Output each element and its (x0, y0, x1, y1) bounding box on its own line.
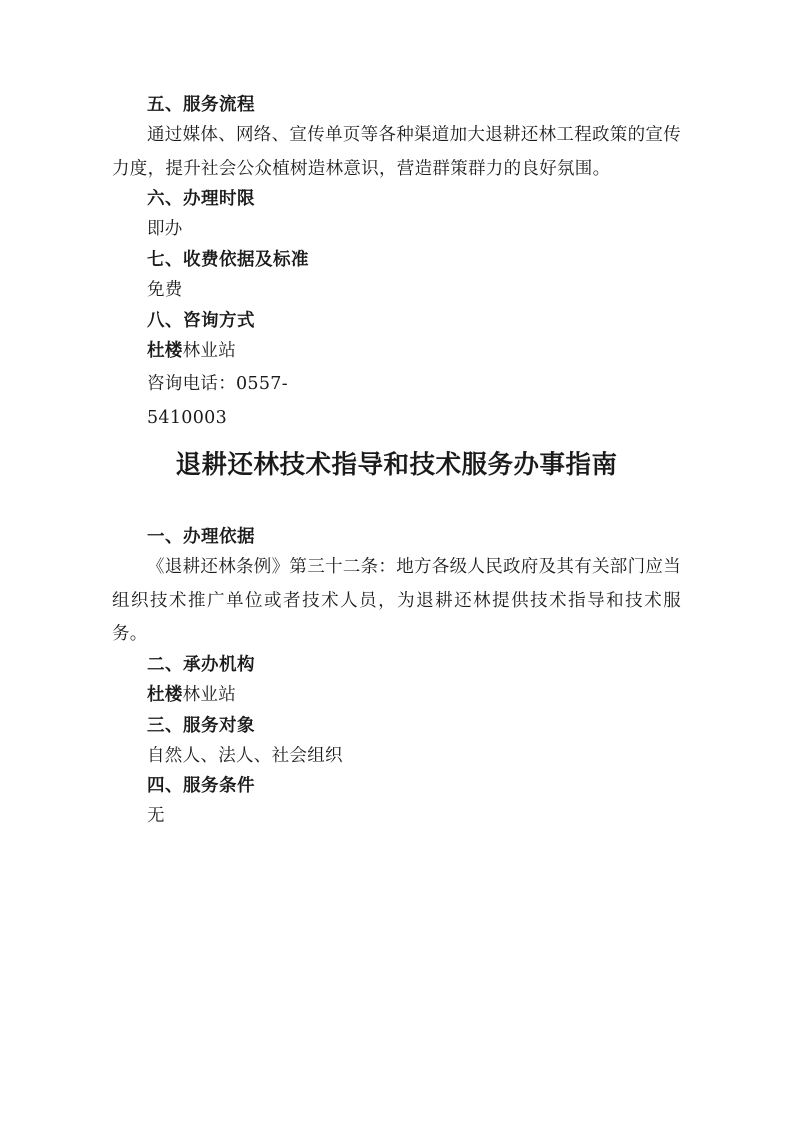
document-title: 退耕还林技术指导和技术服务办事指南 (175, 449, 618, 480)
document-body (112, 92, 681, 834)
guide-paragraph-one: 《退耕还林条例》第三十二条：地方各级人民政府及其有关部门应当组织技术推广单位或者技术人员，为退耕还林提供技术指导和技术服务。 (112, 557, 681, 645)
contact-station-line (112, 335, 681, 369)
guide-heading-one: 一、办理依据 (147, 526, 255, 547)
section-heading-eight: 八、咨询方式 (147, 310, 255, 331)
guide-heading-three: 三、服务对象 (147, 715, 255, 736)
contact-phone-line: 咨询电话：0557- (147, 374, 288, 395)
guide-heading-four: 四、服务条件 (147, 776, 255, 797)
contact-station-name: 杜楼 (147, 340, 183, 361)
section-paragraph-six: 即办 (147, 219, 183, 240)
guide-paragraph-three: 自然人、法人、社会组织 (147, 745, 343, 766)
contact-phone-continued: 5410003 (147, 408, 228, 429)
guide-paragraph-four: 无 (147, 806, 165, 827)
guide-station-line (112, 679, 681, 713)
guide-heading-two: 二、承办机构 (147, 654, 255, 675)
section-paragraph-five: 通过媒体、网络、宣传单页等各种渠道加大退耕还林工程政策的宣传力度，提升社会公众植树造林意识，营造群策群力的良好氛围。 (112, 125, 681, 179)
section-heading-six: 六、办理时限 (147, 189, 255, 210)
contact-station-suffix: 林业站 (182, 340, 237, 361)
guide-station-suffix: 林业站 (182, 684, 237, 705)
section-heading-seven: 七、收费依据及标准 (147, 250, 309, 271)
guide-station-name: 杜楼 (147, 684, 183, 705)
section-heading-five: 五、服务流程 (147, 95, 255, 115)
section-paragraph-seven: 免费 (147, 280, 183, 301)
